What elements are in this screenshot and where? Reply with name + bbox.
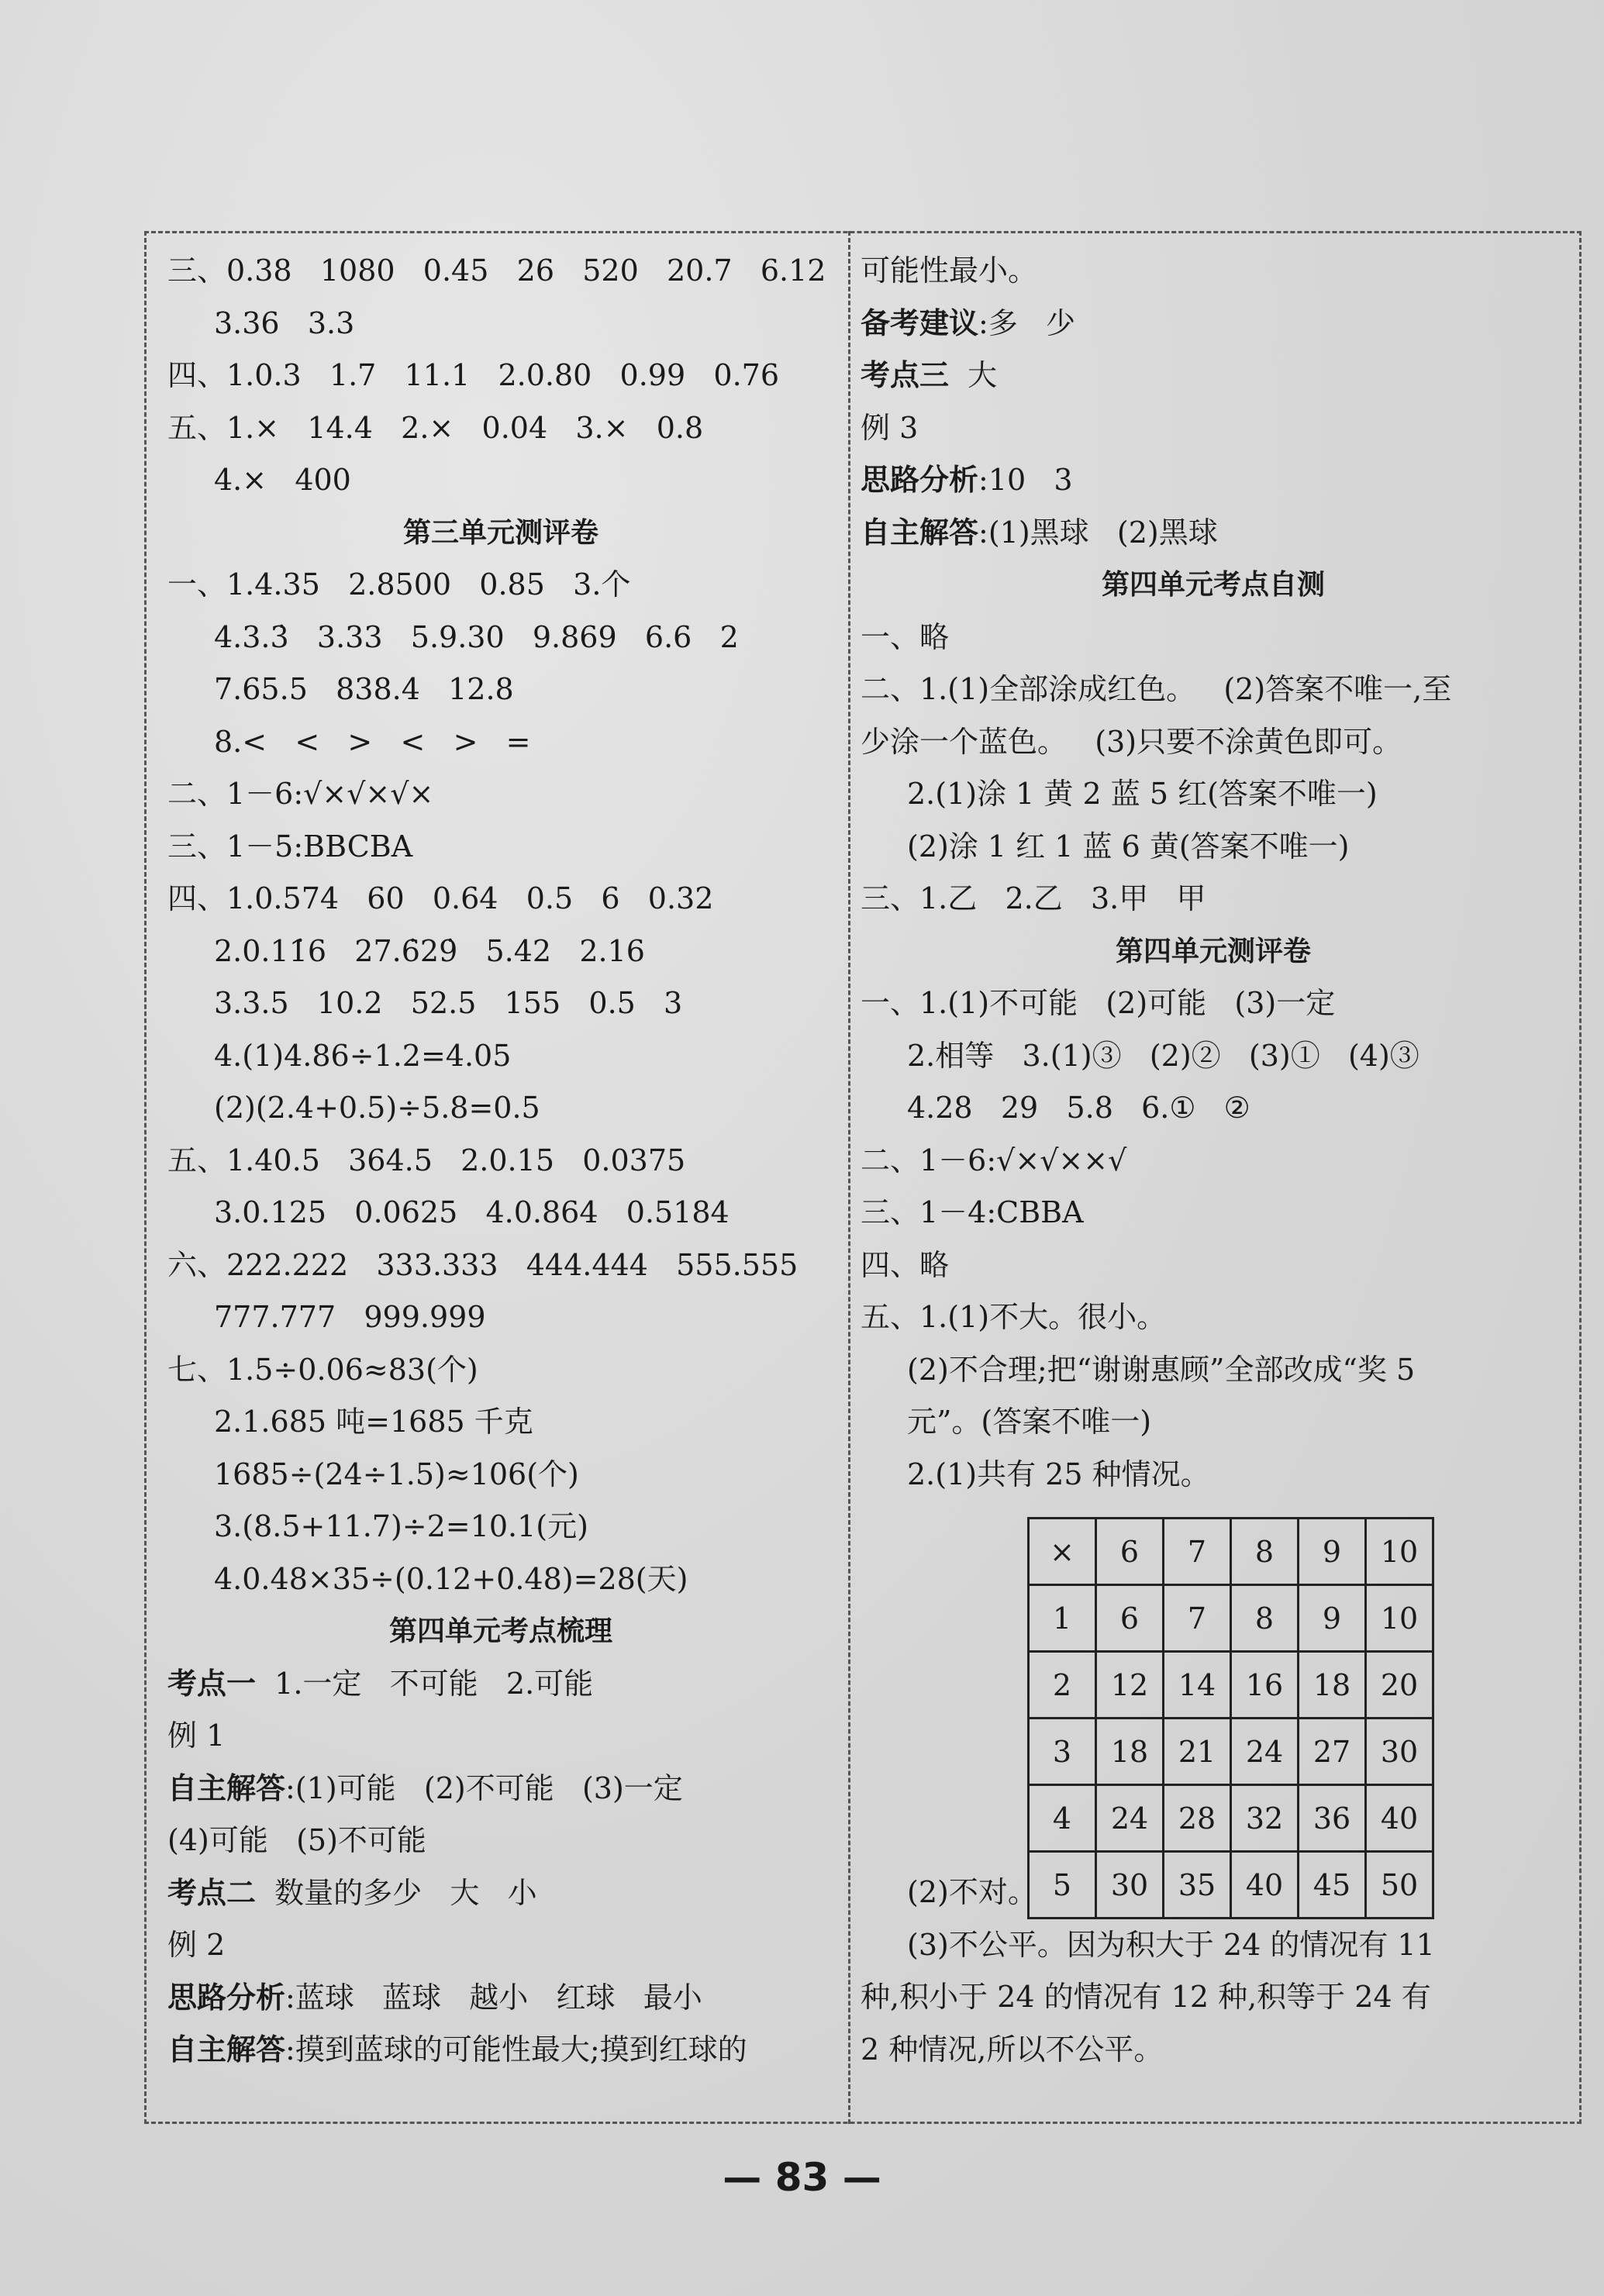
answer-text: :多 少 xyxy=(978,305,1076,340)
answer-line xyxy=(861,454,1566,507)
answer-line: 五、1.× 14.4 2.× 0.04 3.× 0.8 xyxy=(167,410,704,445)
table-row xyxy=(1029,1785,1433,1852)
answer-line: 种,积小于 24 的情况有 12 种,积等于 24 有 xyxy=(861,1980,1431,2014)
answer-line xyxy=(167,1763,834,1815)
table-cell: 32 xyxy=(1231,1785,1299,1852)
multiplication-table xyxy=(1027,1517,1434,1919)
analysis-label: 思路分析 xyxy=(167,1980,286,2015)
section-heading: 第四单元考点自测 xyxy=(1101,569,1325,601)
self-answer-label: 自主解答 xyxy=(861,515,979,550)
answer-line: 三、1－4:CBBA xyxy=(861,1195,1084,1229)
table-cell: 10 xyxy=(1366,1585,1433,1652)
answer-text: :(1)黑球 (2)黑球 xyxy=(978,515,1218,550)
answer-line: (4)可能 (5)不可能 xyxy=(167,1823,426,1857)
table-row xyxy=(1029,1852,1433,1919)
table-cell: 4 xyxy=(1029,1785,1096,1852)
table-cell: × xyxy=(1029,1519,1096,1585)
answer-line: 可能性最小。 xyxy=(861,253,1038,288)
self-answer-label: 自主解答 xyxy=(167,2032,286,2067)
answer-line: 1685÷(24÷1.5)≈106(个) xyxy=(214,1457,579,1491)
table-cell: 28 xyxy=(1164,1785,1231,1852)
table-cell: 10 xyxy=(1366,1519,1433,1585)
table-cell: 6 xyxy=(1096,1585,1164,1652)
answer-line: 3.3.5 10.2 52.5 155 0.5 3 xyxy=(214,986,683,1020)
answer-line: 3.0.125 0.0625 4.0.864 0.5184 xyxy=(214,1195,730,1229)
answer-line: (2)涂 1 红 1 蓝 6 黄(答案不唯一) xyxy=(907,829,1350,864)
answer-line: 少涂一个蓝色。 (3)只要不涂黄色即可。 xyxy=(861,724,1402,759)
answer-line xyxy=(167,1867,834,1920)
answer-line xyxy=(861,298,1566,350)
example-label: 例 1 xyxy=(167,1719,226,1753)
table-cell: 30 xyxy=(1096,1852,1164,1919)
answer-line: 2.(1)共有 25 种情况。 xyxy=(907,1457,1210,1491)
table-cell: 45 xyxy=(1299,1852,1366,1919)
table-cell: 8 xyxy=(1231,1519,1299,1585)
table-cell: 18 xyxy=(1096,1719,1164,1785)
table-cell: 24 xyxy=(1231,1719,1299,1785)
table-cell: 18 xyxy=(1299,1652,1366,1719)
answer-line: 2.相等 3.(1)③ (2)② (3)① (4)③ xyxy=(907,1038,1419,1073)
left-column xyxy=(167,245,834,2077)
table-cell: 20 xyxy=(1366,1652,1433,1719)
answer-line: (3)不公平。因为积大于 24 的情况有 11 xyxy=(907,1927,1435,1962)
kaodian-label: 考点三 xyxy=(861,358,950,392)
table-cell: 14 xyxy=(1164,1652,1231,1719)
table-cell: 5 xyxy=(1029,1852,1096,1919)
table-cell: 3 xyxy=(1029,1719,1096,1785)
table-cell: 8 xyxy=(1231,1585,1299,1652)
answer-line: 三、0.38 1080 0.45 26 520 20.7 6.12 xyxy=(167,253,826,288)
table-row xyxy=(1029,1719,1433,1785)
answer-line: 一、1.(1)不可能 (2)可能 (3)一定 xyxy=(861,986,1336,1020)
answer-line: 四、1.0.574 60 0.64 0.5 6 0.32 xyxy=(167,881,714,915)
section-heading: 第四单元测评卷 xyxy=(1115,935,1311,967)
answer-line: 元”。(答案不唯一) xyxy=(907,1405,1152,1439)
answer-line: 777.777 999.999 xyxy=(214,1300,486,1334)
answer-line: 4.3.3̇ 3.33 5.9.30 9.869 6.6 2 xyxy=(214,619,739,654)
table-cell: 40 xyxy=(1231,1852,1299,1919)
answer-line: 3.36 3.3 xyxy=(214,305,355,340)
answer-line: (2)不合理;把“谢谢惠顾”全部改成“奖 5 xyxy=(907,1352,1416,1387)
answer-line: 二、1.(1)全部涂成红色。 (2)答案不唯一,至 xyxy=(861,672,1452,706)
answer-line xyxy=(861,350,1566,402)
answer-line xyxy=(167,1658,834,1711)
answer-text: 1.一定 不可能 2.可能 xyxy=(256,1666,594,1701)
table-cell: 40 xyxy=(1366,1785,1433,1852)
answer-line: 4.0.48×35÷(0.12+0.48)=28(天) xyxy=(214,1561,688,1596)
answer-line: 二、1－6:√×√××√ xyxy=(861,1143,1127,1177)
answer-line xyxy=(167,2024,834,2077)
answer-line: 一、略 xyxy=(861,619,950,654)
answer-line: 六、222.222 333.333 444.444 555.555 xyxy=(167,1247,799,1282)
self-answer-label: 自主解答 xyxy=(167,1770,286,1805)
answer-line: 8.< < > < > = xyxy=(214,724,531,759)
section-heading: 第三单元测评卷 xyxy=(402,516,598,549)
table-cell: 6 xyxy=(1096,1519,1164,1585)
table-cell: 9 xyxy=(1299,1519,1366,1585)
answer-line: 三、1－5:BBCBA xyxy=(167,829,413,864)
answer-line: 四、1.0.3 1.7 11.1 2.0.80 0.99 0.76 xyxy=(167,358,780,392)
table-cell: 9 xyxy=(1299,1585,1366,1652)
answer-line: 4.(1)4.86÷1.2=4.05 xyxy=(214,1038,512,1073)
answer-text: :摸到蓝球的可能性最大;摸到红球的 xyxy=(285,2032,747,2067)
table-cell: 27 xyxy=(1299,1719,1366,1785)
suggestion-label: 备考建议 xyxy=(861,305,979,340)
table-cell: 16 xyxy=(1231,1652,1299,1719)
answer-line: 7.65.5 838.4 12.8 xyxy=(214,672,514,706)
page-number: — 83 — xyxy=(723,2155,881,2200)
answer-line: 3.(8.5+11.7)÷2=10.1(元) xyxy=(214,1509,588,1543)
answer-text: :10 3 xyxy=(978,463,1073,497)
answer-text: :蓝球 蓝球 越小 红球 最小 xyxy=(285,1980,702,2015)
table-cell: 7 xyxy=(1164,1585,1231,1652)
table-cell: 36 xyxy=(1299,1785,1366,1852)
answer-text: :(1)可能 (2)不可能 (3)一定 xyxy=(285,1770,683,1805)
multiplication-table-body xyxy=(1029,1519,1433,1919)
table-cell: 50 xyxy=(1366,1852,1433,1919)
answer-line: 七、1.5÷0.06≈83(个) xyxy=(167,1352,478,1387)
answer-line: 二、1－6:√×√×√× xyxy=(167,777,434,811)
table-cell: 30 xyxy=(1366,1719,1433,1785)
answer-line xyxy=(861,507,1566,560)
table-cell: 35 xyxy=(1164,1852,1231,1919)
table-row xyxy=(1029,1652,1433,1719)
column-divider xyxy=(848,231,850,2124)
answer-line: 三、1.乙 2.乙 3.甲 甲 xyxy=(861,881,1206,915)
table-cell: 21 xyxy=(1164,1719,1231,1785)
answer-text: 大 xyxy=(949,358,998,392)
answer-line: 五、1.(1)不大。很小。 xyxy=(861,1300,1167,1334)
example-label: 例 3 xyxy=(861,410,919,445)
answer-line: 五、1.40.5 364.5 2.0.15 0.0375 xyxy=(167,1143,686,1177)
section-heading: 第四单元考点梳理 xyxy=(388,1615,612,1647)
example-label: 例 2 xyxy=(167,1928,226,1962)
table-cell: 1 xyxy=(1029,1585,1096,1652)
table-cell: 2 xyxy=(1029,1652,1096,1719)
answer-line xyxy=(167,1972,834,2025)
answer-line: 2.1.685 吨=1685 千克 xyxy=(214,1405,533,1439)
answer-line: 一、1.4.35 2.8500 0.85 3.个 xyxy=(167,567,631,602)
answer-line: 四、略 xyxy=(861,1247,950,1282)
answer-line: (2)(2.4+0.5)÷5.8=0.5 xyxy=(214,1091,540,1125)
analysis-label: 思路分析 xyxy=(861,463,979,497)
answer-line: 2.(1)涂 1 黄 2 蓝 5 红(答案不唯一) xyxy=(907,777,1378,811)
kaodian-label: 考点一 xyxy=(167,1666,257,1701)
table-cell: 12 xyxy=(1096,1652,1164,1719)
table-row xyxy=(1029,1585,1433,1652)
kaodian-label: 考点二 xyxy=(167,1875,257,1910)
table-cell: 7 xyxy=(1164,1519,1231,1585)
answer-line: 2 种情况,所以不公平。 xyxy=(861,2032,1164,2067)
answer-line: 4.28 29 5.8 6.① ② xyxy=(907,1091,1250,1125)
answer-line: 2.0.11̇6 27.6̇29̇ 5.42 2.16 xyxy=(214,933,645,968)
answer-text: 数量的多少 大 小 xyxy=(256,1875,537,1910)
answer-line: (2)不对。 xyxy=(907,1875,1037,1909)
table-cell: 24 xyxy=(1096,1785,1164,1852)
table-row xyxy=(1029,1519,1433,1585)
answer-line: 4.× 400 xyxy=(214,463,351,497)
